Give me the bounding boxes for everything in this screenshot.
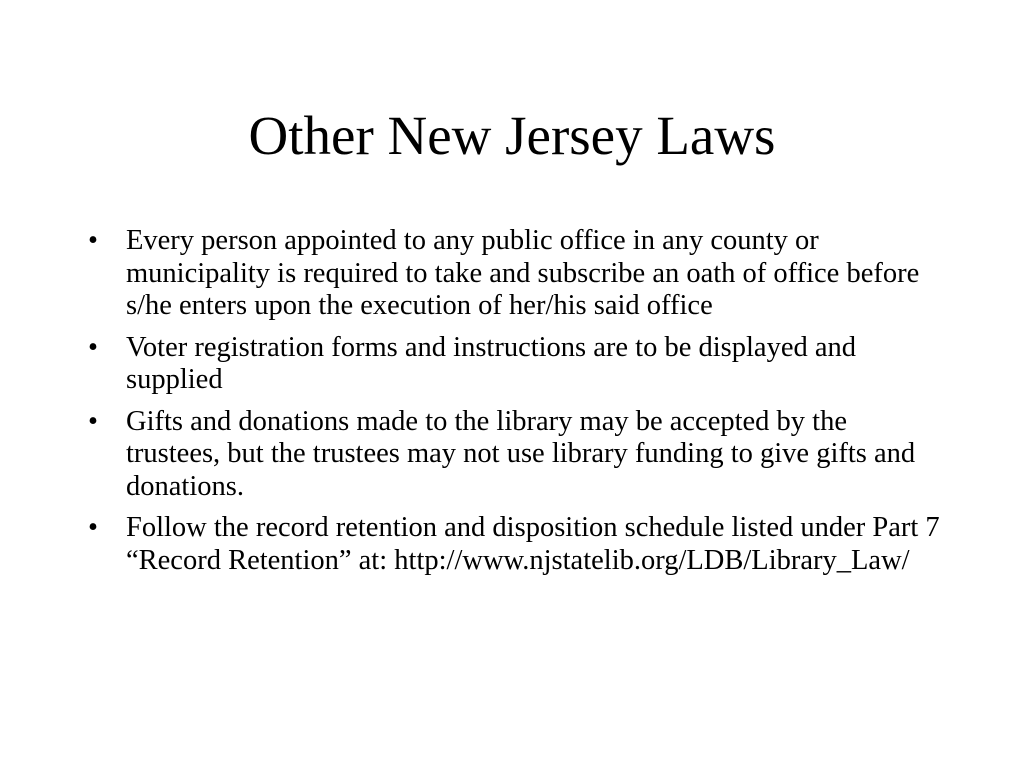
bullet-text: Follow the record retention and disposition schedule listed under Part 7 “Record Retention” at: http://www.njstatelib.org/LDB/Library_Law/ xyxy=(126,512,940,576)
bullet-text: Every person appointed to any public office in any county or municipality is required to take and subscribe an oath of office before s/he enters upon the execution of her/his said office xyxy=(126,225,920,321)
bullet-item xyxy=(86,406,946,504)
bullet-text: Voter registration forms and instructions are to be displayed and supplied xyxy=(126,331,857,395)
bullet-item xyxy=(86,512,946,577)
bullet-marker: • xyxy=(88,331,98,363)
slide-title: Other New Jersey Laws xyxy=(248,105,776,166)
bullet-item xyxy=(86,225,946,323)
bullet-text: Gifts and donations made to the library may be accepted by the trustees, but the trustees may not use library funding to give gifts and donations. xyxy=(126,405,916,502)
bullet-list xyxy=(86,225,946,586)
bullet-marker: • xyxy=(88,405,98,437)
bullet-marker: • xyxy=(88,225,98,256)
bullet-marker: • xyxy=(88,512,98,543)
bullet-item xyxy=(86,332,946,397)
